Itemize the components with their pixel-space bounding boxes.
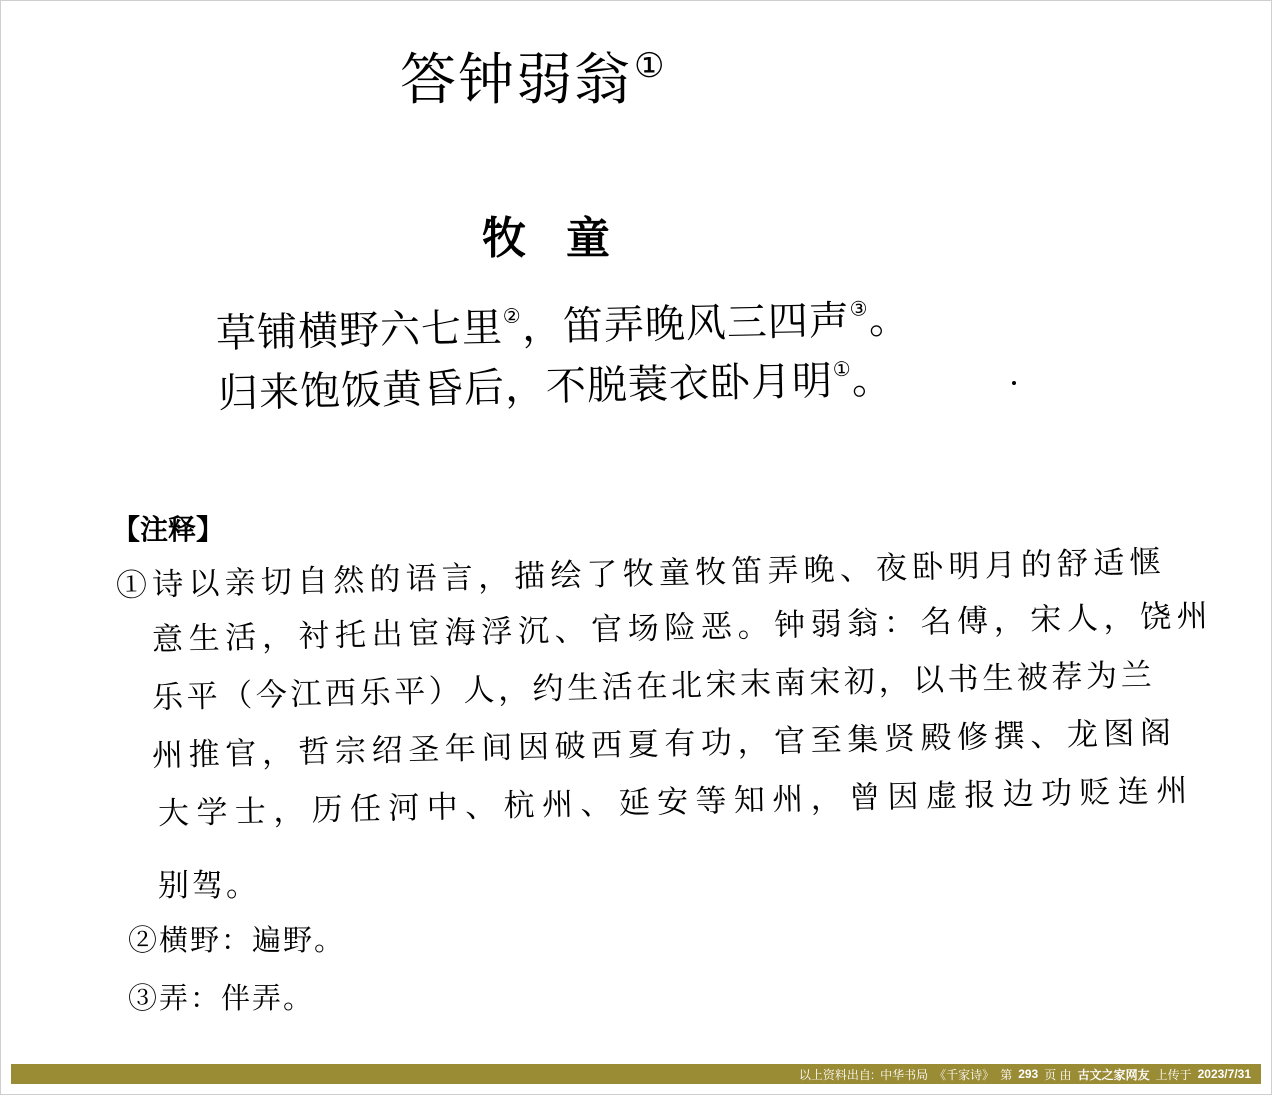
- poem-line-2-text: 归来饱饭黄昏后，不脱蓑衣卧月明: [217, 358, 834, 417]
- footer-page-number: 293: [1018, 1067, 1039, 1081]
- note-1-line-1: ①诗以亲切自然的语言，描绘了牧童牧笛弄晚、夜卧明月的舒适惬: [115, 544, 1167, 604]
- note-1-line-5: 大学士，历任河中、杭州、延安等知州，曾因虚报边功贬连州: [157, 772, 1196, 832]
- footer-upload-label: 上传于: [1155, 1067, 1192, 1082]
- poem-line-1-end: 。: [868, 296, 911, 344]
- notes-heading: 【注释】: [112, 513, 225, 546]
- poem-note-mark-1: ①: [832, 356, 852, 382]
- footer-date: 2023/7/31: [1197, 1067, 1251, 1081]
- footer-publisher: 中华书局: [880, 1067, 929, 1082]
- note-1-line-2: 意生活，衬托出宦海浮沉、官场险恶。钟弱翁：名傅，宋人，饶州: [151, 597, 1214, 658]
- scan-speck: [1012, 381, 1016, 385]
- footer-page-suffix: 页 由: [1044, 1067, 1072, 1082]
- poem-note-mark-2: ②: [502, 303, 522, 328]
- note-2: ②横野：遍野。: [128, 923, 346, 957]
- footer-prefix: 以上资料出自:: [798, 1067, 875, 1082]
- source-footer: [11, 1064, 1261, 1084]
- poem-line-2-end: 。: [851, 356, 894, 404]
- note-3: ③弄：伴弄。: [128, 981, 315, 1015]
- poem-note-mark-3: ③: [849, 296, 869, 321]
- note-1-line-6: 别驾。: [158, 868, 260, 904]
- footer-page-label: 第: [1000, 1067, 1013, 1082]
- chapter-title-text: 答钟弱翁: [400, 48, 632, 113]
- footer-uploader: 古文之家网友: [1077, 1067, 1150, 1082]
- footer-book: 《千家诗》: [934, 1067, 995, 1082]
- chapter-title: [400, 36, 666, 116]
- note-1-line-3: 乐平（今江西乐平）人，约生活在北宋末南宋初，以书生被荐为兰: [151, 657, 1156, 716]
- poem-line-1-part-1: 草铺横野六七里: [215, 304, 504, 357]
- poem-line-1-part-2: ，笛弄晚风三四声: [521, 297, 851, 351]
- poem-title: 牧童: [482, 213, 650, 264]
- chapter-title-note-mark: ①: [634, 46, 667, 86]
- note-1-line-4: 州推官，哲宗绍圣年间因破西夏有功，官至集贤殿修撰、龙图阁: [151, 714, 1178, 774]
